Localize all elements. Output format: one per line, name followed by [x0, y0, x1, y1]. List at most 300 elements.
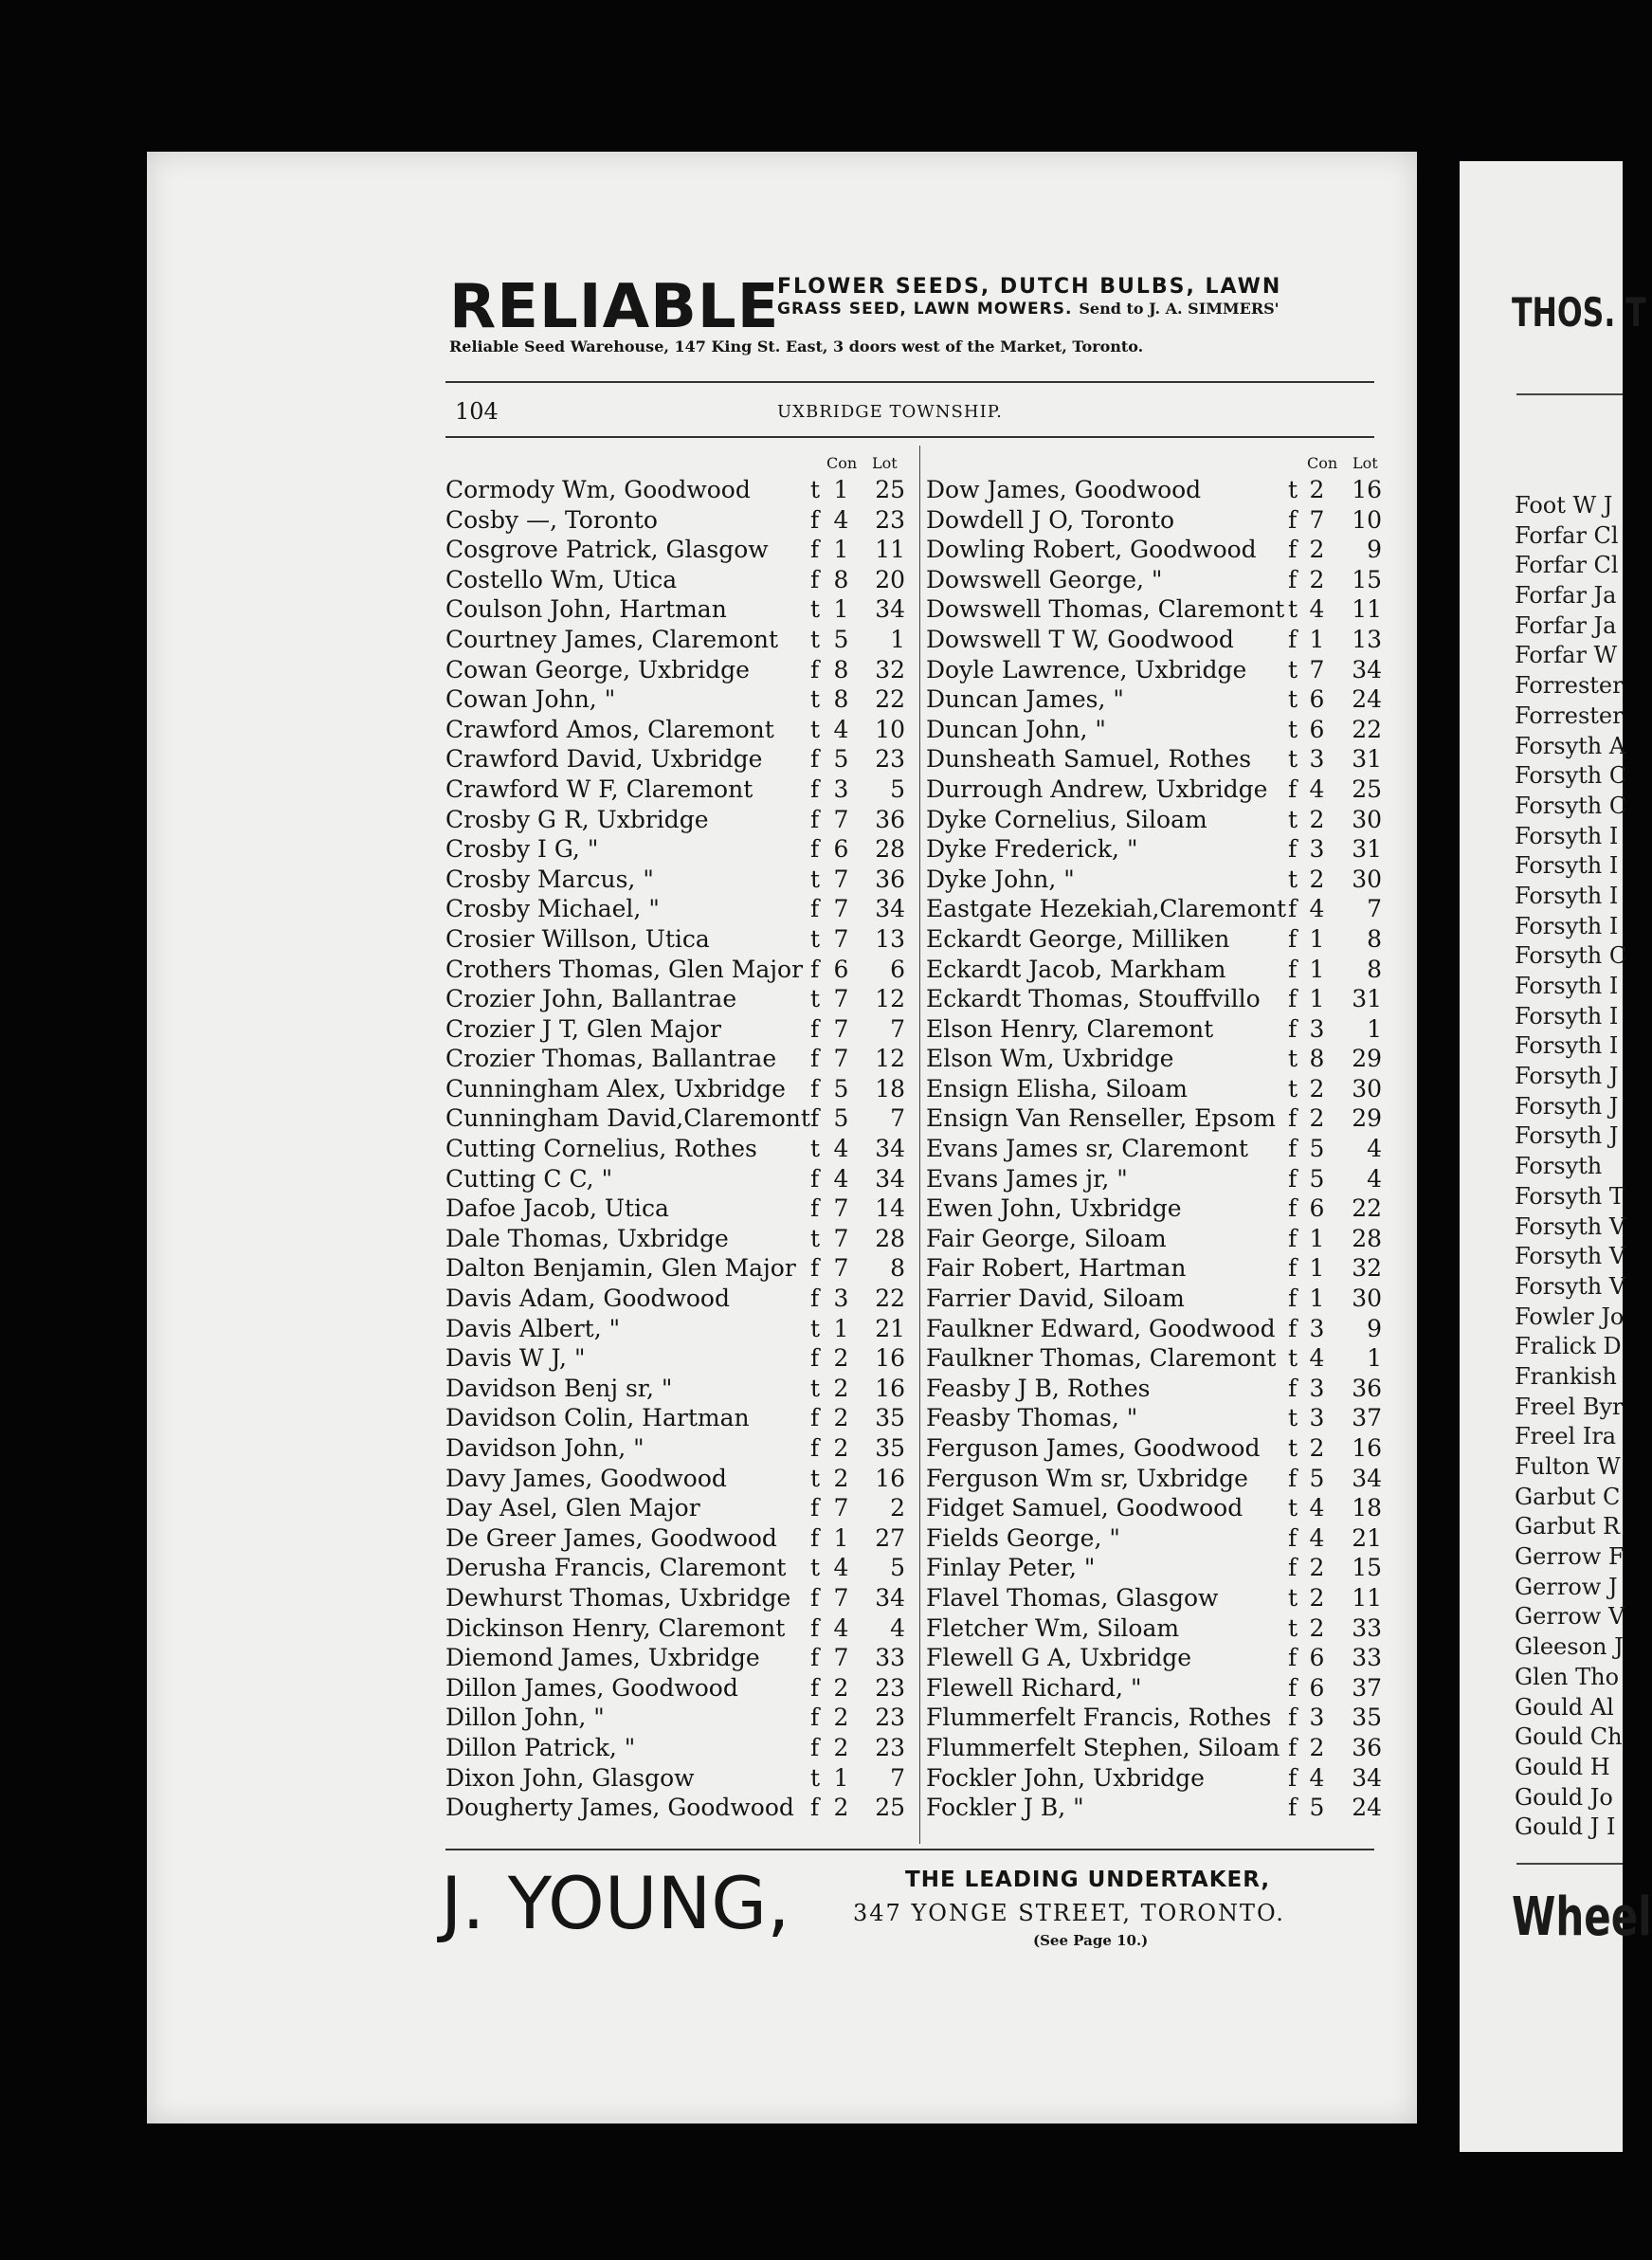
adjacent-entry: Gould J I: [1515, 1813, 1616, 1841]
right-column-header: [926, 450, 1395, 475]
entry-lot: 35: [1352, 1704, 1382, 1732]
directory-entry: [445, 535, 915, 565]
directory-entry: [445, 1224, 915, 1254]
entry-lot: 27: [875, 1523, 905, 1552]
entry-type: f: [1288, 1673, 1298, 1702]
directory-entry: [926, 1433, 1395, 1464]
directory-entry: [926, 955, 1395, 985]
entry-name: Crozier Thomas, Ballantrae: [445, 1045, 777, 1073]
entry-type: f: [810, 1494, 820, 1522]
entry-type: t: [1288, 1613, 1298, 1642]
entry-lot: 30: [1352, 865, 1382, 893]
entry-con: 1: [833, 1763, 849, 1792]
young-advertisement: [441, 1858, 1393, 1962]
entry-type: f: [1288, 1254, 1298, 1283]
entry-name: Derusha Francis, Claremont: [445, 1554, 787, 1582]
adjacent-entry: Forsyth: [1515, 1153, 1603, 1180]
entry-name: Cowan John, ": [445, 685, 616, 714]
entry-lot: 34: [875, 595, 905, 624]
entry-type: f: [1288, 625, 1298, 653]
entry-name: Eckardt George, Milliken: [926, 924, 1230, 953]
entry-name: Ensign Elisha, Siloam: [926, 1074, 1188, 1103]
entry-name: Feasby Thomas, ": [926, 1404, 1138, 1432]
entry-con: 2: [833, 1434, 849, 1462]
directory-entry: [926, 775, 1395, 805]
entry-con: 4: [833, 1164, 849, 1193]
entry-type: t: [1288, 1344, 1298, 1373]
adjacent-entry: Gould H: [1515, 1753, 1610, 1780]
entry-type: f: [1288, 775, 1298, 803]
young-brand: J. YOUNG,: [441, 1861, 790, 1945]
entry-type: t: [1288, 595, 1298, 624]
entry-type: f: [1288, 1104, 1298, 1133]
entry-type: t: [1288, 865, 1298, 893]
entry-name: Dale Thomas, Uxbridge: [445, 1224, 729, 1252]
entry-con: 8: [833, 565, 849, 593]
entry-type: t: [1288, 685, 1298, 714]
entry-name: Crosier Willson, Utica: [445, 924, 710, 953]
entry-name: Crozier John, Ballantrae: [445, 985, 737, 1013]
entry-name: Crawford W F, Claremont: [445, 775, 753, 803]
entry-type: f: [1288, 1164, 1298, 1193]
adjacent-page-title: THOS. T: [1512, 289, 1646, 336]
adjacent-entry: Gerrow F: [1515, 1543, 1625, 1571]
adjacent-entry: Forfar Ja: [1515, 582, 1617, 610]
entry-type: f: [1288, 1554, 1298, 1582]
entry-lot: 10: [1352, 505, 1382, 534]
entry-con: 7: [833, 1224, 849, 1252]
entry-con: 5: [1309, 1794, 1325, 1822]
directory-entry: [445, 1553, 915, 1583]
entry-con: 6: [1309, 715, 1325, 743]
entry-con: 7: [833, 1045, 849, 1073]
directory-entry: [445, 505, 915, 536]
directory-entry: [445, 1673, 915, 1704]
entry-lot: 22: [875, 685, 905, 714]
entry-name: Dyke John, ": [926, 865, 1075, 893]
page-title: UXBRIDGE TOWNSHIP.: [777, 402, 1003, 422]
directory-entry: [926, 744, 1395, 775]
entry-name: Fockler J B, ": [926, 1794, 1084, 1822]
entry-type: f: [1288, 835, 1298, 864]
entry-con: 2: [1309, 476, 1325, 503]
entry-lot: 10: [875, 715, 905, 743]
column-divider: [919, 446, 920, 1844]
entry-name: Flewell Richard, ": [926, 1673, 1142, 1702]
entry-type: t: [810, 1374, 821, 1402]
entry-name: Cormody Wm, Goodwood: [445, 476, 751, 503]
entry-type: f: [1288, 505, 1298, 534]
entry-name: Flewell G A, Uxbridge: [926, 1644, 1192, 1672]
adjacent-entry: Gould Al: [1515, 1693, 1614, 1721]
reliable-brand: RELIABLE: [449, 272, 780, 342]
entry-con: 7: [833, 865, 849, 893]
entry-con: 8: [833, 655, 849, 683]
entry-name: Courtney James, Claremont: [445, 625, 779, 653]
entry-lot: 30: [1352, 1285, 1382, 1313]
entry-name: Diemond James, Uxbridge: [445, 1644, 760, 1672]
entry-name: Fair George, Siloam: [926, 1224, 1167, 1252]
adjacent-entry: Forsyth C: [1515, 792, 1627, 819]
entry-con: 2: [1309, 1583, 1325, 1612]
entry-lot: 34: [875, 1583, 905, 1612]
directory-entry: [445, 1044, 915, 1074]
entry-con: 1: [1309, 924, 1325, 953]
directory-entry: [445, 1493, 915, 1523]
entry-con: 1: [1309, 625, 1325, 653]
entry-name: Cosby —, Toronto: [445, 505, 658, 534]
entry-lot: 5: [890, 1554, 905, 1582]
entry-lot: 12: [875, 985, 905, 1013]
entry-con: 7: [833, 985, 849, 1013]
directory-entry: [926, 1763, 1395, 1794]
entry-name: Flummerfelt Francis, Rothes: [926, 1704, 1272, 1732]
entry-name: Duncan James, ": [926, 685, 1124, 714]
directory-entry: [445, 1253, 915, 1284]
entry-lot: 29: [1352, 1104, 1382, 1133]
entry-con: 5: [833, 1074, 849, 1103]
entry-con: 1: [1309, 955, 1325, 983]
entry-name: Dalton Benjamin, Glen Major: [445, 1254, 796, 1283]
entry-type: f: [1288, 955, 1298, 983]
entry-type: f: [1288, 1464, 1298, 1492]
entry-con: 2: [833, 1733, 849, 1761]
entry-lot: 1: [1367, 1014, 1382, 1043]
ad-subline: Reliable Seed Warehouse, 147 King St. East, 3 doors west of the Market, Toronto.: [449, 337, 1144, 355]
entry-con: 1: [833, 536, 849, 564]
entry-con: 4: [1309, 895, 1325, 923]
entry-name: Dewhurst Thomas, Uxbridge: [445, 1583, 791, 1612]
entry-con: 2: [1309, 536, 1325, 564]
entry-lot: 36: [875, 805, 905, 833]
entry-lot: 34: [875, 1164, 905, 1193]
entry-con: 7: [833, 895, 849, 923]
entry-lot: 23: [875, 745, 905, 774]
directory-entry: [926, 1793, 1395, 1823]
entry-name: Duncan John, ": [926, 715, 1106, 743]
entry-lot: 30: [1352, 805, 1382, 833]
entry-con: 7: [833, 1644, 849, 1672]
entry-lot: 22: [875, 1285, 905, 1313]
entry-name: Day Asel, Glen Major: [445, 1494, 700, 1522]
entry-lot: 16: [875, 1344, 905, 1373]
entry-lot: 32: [875, 655, 905, 683]
entry-con: 6: [833, 955, 849, 983]
entry-type: t: [810, 1464, 821, 1492]
entry-name: Davy James, Goodwood: [445, 1464, 727, 1492]
entry-name: Dillon James, Goodwood: [445, 1673, 738, 1702]
entry-type: t: [1288, 745, 1298, 774]
adjacent-page-list: [1515, 491, 1627, 1843]
directory-entry: [926, 1194, 1395, 1224]
left-column: [445, 450, 915, 1823]
ad-line-2-main: GRASS SEED, LAWN MOWERS.: [777, 300, 1073, 319]
entry-lot: 34: [1352, 655, 1382, 683]
entry-name: Farrier David, Siloam: [926, 1285, 1185, 1313]
entry-name: Crosby Michael, ": [445, 895, 660, 923]
directory-entry: [445, 924, 915, 955]
entry-type: f: [810, 955, 820, 983]
entry-type: f: [1288, 1135, 1298, 1163]
entry-con: 4: [1309, 1523, 1325, 1552]
entry-lot: 35: [875, 1434, 905, 1462]
entry-lot: 12: [875, 1045, 905, 1073]
con-header: Con: [1307, 454, 1338, 472]
directory-entry: [445, 894, 915, 924]
entry-lot: 33: [1352, 1613, 1382, 1642]
entry-lot: 13: [875, 924, 905, 953]
entry-name: Faulkner Thomas, Claremont: [926, 1344, 1277, 1373]
entry-lot: 18: [1352, 1494, 1382, 1522]
entry-name: Cutting Cornelius, Rothes: [445, 1135, 757, 1163]
entry-type: t: [810, 595, 821, 624]
directory-entry: [445, 1343, 915, 1374]
directory-entry: [926, 594, 1395, 625]
ad-line-1: FLOWER SEEDS, DUTCH BULBS, LAWN: [777, 275, 1282, 299]
entry-name: Cutting C C, ": [445, 1164, 613, 1193]
directory-entry: [926, 834, 1395, 865]
entry-type: f: [1288, 1194, 1298, 1223]
entry-lot: 4: [1367, 1135, 1382, 1163]
entry-name: Cosgrove Patrick, Glasgow: [445, 536, 769, 564]
entry-con: 2: [1309, 1434, 1325, 1462]
directory-entry: [445, 565, 915, 595]
entry-con: 3: [1309, 1374, 1325, 1402]
young-line-1: THE LEADING UNDERTAKER,: [905, 1868, 1271, 1892]
directory-entry: [445, 865, 915, 895]
entry-type: f: [810, 1194, 820, 1223]
entry-type: f: [1288, 536, 1298, 564]
entry-con: 2: [1309, 1554, 1325, 1582]
entry-type: f: [810, 1285, 820, 1313]
adjacent-entry: Forsyth A: [1515, 732, 1626, 759]
entry-name: Crosby G R, Uxbridge: [445, 805, 709, 833]
entry-con: 1: [833, 476, 849, 503]
lot-header: Lot: [872, 454, 898, 472]
entry-name: Dunsheath Samuel, Rothes: [926, 745, 1252, 774]
directory-entry: [926, 1733, 1395, 1763]
entry-name: Crosby Marcus, ": [445, 865, 654, 893]
entry-type: f: [1288, 1314, 1298, 1342]
entry-name: Evans James jr, ": [926, 1164, 1128, 1193]
directory-entry: [445, 684, 915, 715]
adjacent-entry: Gleeson J: [1515, 1633, 1624, 1661]
entry-name: Dowswell T W, Goodwood: [926, 625, 1234, 653]
entry-type: t: [810, 1224, 821, 1252]
entry-type: f: [1288, 1763, 1298, 1792]
directory-entry: [926, 1493, 1395, 1523]
entry-lot: 11: [1352, 595, 1382, 624]
adjacent-entry: Garbut C: [1515, 1483, 1621, 1510]
entry-type: f: [810, 565, 820, 593]
entry-con: 7: [833, 1583, 849, 1612]
entry-lot: 36: [1352, 1733, 1382, 1761]
adjacent-entry: Forsyth I: [1515, 852, 1619, 880]
directory-entry: [926, 1224, 1395, 1254]
directory-entry: [445, 1643, 915, 1673]
entry-con: 4: [833, 1554, 849, 1582]
entry-con: 7: [833, 1194, 849, 1223]
entry-name: Cunningham David,Claremont: [445, 1104, 810, 1133]
directory-entry: [926, 1253, 1395, 1284]
entry-lot: 15: [1352, 1554, 1382, 1582]
entry-lot: 31: [1352, 985, 1382, 1013]
entry-type: f: [1288, 565, 1298, 593]
entry-lot: 18: [875, 1074, 905, 1103]
entry-name: Crozier J T, Glen Major: [445, 1014, 721, 1043]
entry-con: 2: [1309, 565, 1325, 593]
entry-type: t: [810, 715, 821, 743]
entry-type: f: [810, 1583, 820, 1612]
left-column-header: [445, 450, 915, 475]
entry-type: t: [810, 1135, 821, 1163]
entry-lot: 4: [890, 1613, 905, 1642]
entry-con: 3: [1309, 1704, 1325, 1732]
entry-lot: 31: [1352, 835, 1382, 864]
entry-lot: 11: [1352, 1583, 1382, 1612]
directory-entry: [926, 924, 1395, 955]
entry-type: f: [810, 835, 820, 864]
entry-con: 1: [1309, 1285, 1325, 1313]
entry-lot: 23: [875, 1673, 905, 1702]
right-column: [926, 450, 1395, 1823]
entry-lot: 36: [875, 865, 905, 893]
entry-con: 7: [1309, 505, 1325, 534]
ad-line-2: [777, 300, 1280, 319]
entry-name: Flummerfelt Stephen, Siloam: [926, 1733, 1280, 1761]
directory-entry: [445, 475, 915, 505]
entry-lot: 35: [875, 1404, 905, 1432]
entry-con: 7: [833, 1254, 849, 1283]
entry-name: Feasby J B, Rothes: [926, 1374, 1151, 1402]
entry-lot: 8: [1367, 924, 1382, 953]
entry-type: t: [810, 1763, 821, 1792]
directory-entry: [445, 655, 915, 685]
entry-name: Ensign Van Renseller, Epsom: [926, 1104, 1277, 1133]
adjacent-entry: Forsyth I: [1515, 1002, 1619, 1030]
entry-con: 2: [1309, 1074, 1325, 1103]
entry-con: 7: [833, 1494, 849, 1522]
entry-con: 2: [1309, 1613, 1325, 1642]
adjacent-entry: Forfar W: [1515, 642, 1618, 669]
entry-lot: 25: [875, 476, 905, 503]
directory-entry: [445, 1374, 915, 1404]
entry-name: Crosby I G, ": [445, 835, 599, 864]
directory-entry: [926, 1464, 1395, 1494]
entry-name: Elson Wm, Uxbridge: [926, 1045, 1174, 1073]
directory-entry: [926, 984, 1395, 1014]
entry-lot: 9: [1367, 536, 1382, 564]
entry-lot: 28: [875, 835, 905, 864]
entry-name: Fields George, ": [926, 1523, 1120, 1552]
entry-name: Durrough Andrew, Uxbridge: [926, 775, 1268, 803]
entry-name: Dillon Patrick, ": [445, 1733, 636, 1761]
adjacent-entry: Forsyth I: [1515, 912, 1619, 939]
entry-type: t: [1288, 1404, 1298, 1432]
entry-lot: 16: [1352, 1434, 1382, 1462]
directory-entry: [445, 1583, 915, 1613]
adjacent-entry: Gould Jo: [1515, 1783, 1613, 1811]
adjacent-entry: Forsyth J: [1515, 1092, 1619, 1120]
entry-con: 6: [833, 835, 849, 864]
entry-con: 1: [1309, 1224, 1325, 1252]
entry-name: Crothers Thomas, Glen Major: [445, 955, 804, 983]
entry-lot: 30: [1352, 1074, 1382, 1103]
adjacent-entry: Forsyth V: [1515, 1272, 1626, 1300]
entry-type: f: [810, 1014, 820, 1043]
entry-lot: 4: [1367, 1164, 1382, 1193]
directory-entry: [926, 1673, 1395, 1704]
entry-name: Ewen John, Uxbridge: [926, 1194, 1182, 1223]
entry-type: t: [810, 1554, 821, 1582]
directory-entry: [445, 1284, 915, 1314]
entry-lot: 7: [890, 1014, 905, 1043]
directory-entry: [926, 1583, 1395, 1613]
entry-type: f: [1288, 1374, 1298, 1402]
entry-con: 2: [833, 1794, 849, 1822]
entry-con: 4: [833, 1613, 849, 1642]
directory-entry: [926, 1703, 1395, 1733]
entry-lot: 22: [1352, 715, 1382, 743]
entry-lot: 33: [1352, 1644, 1382, 1672]
adjacent-entry: Fowler Jo: [1515, 1303, 1625, 1330]
directory-entry: [926, 1553, 1395, 1583]
directory-entry: [926, 475, 1395, 505]
directory-entry: [445, 1703, 915, 1733]
entry-con: 4: [1309, 1344, 1325, 1373]
entry-con: 1: [833, 595, 849, 624]
entry-name: Davidson John, ": [445, 1434, 644, 1462]
reliable-advertisement: [445, 256, 1393, 360]
directory-entry: [445, 805, 915, 835]
entry-lot: 7: [1367, 895, 1382, 923]
entry-lot: 37: [1352, 1404, 1382, 1432]
entry-con: 5: [1309, 1464, 1325, 1492]
adjacent-entry: Freel Byr: [1515, 1393, 1624, 1420]
entry-name: Doyle Lawrence, Uxbridge: [926, 655, 1247, 683]
adjacent-entry: Gould Ch: [1515, 1723, 1623, 1751]
entry-type: t: [1288, 655, 1298, 683]
adjacent-entry: Forsyth V: [1515, 1243, 1626, 1270]
entry-con: 7: [833, 924, 849, 953]
entry-type: f: [810, 1074, 820, 1103]
entry-con: 3: [1309, 835, 1325, 864]
entry-lot: 20: [875, 565, 905, 593]
entry-type: t: [810, 625, 821, 653]
entry-name: Finlay Peter, ": [926, 1554, 1096, 1582]
entry-name: Crawford Amos, Claremont: [445, 715, 774, 743]
entry-name: Cowan George, Uxbridge: [445, 655, 750, 683]
entry-name: Fair Robert, Hartman: [926, 1254, 1187, 1283]
entry-lot: 9: [1367, 1314, 1382, 1342]
entry-type: f: [1288, 895, 1298, 923]
entry-type: t: [1288, 1583, 1298, 1612]
entry-lot: 24: [1352, 685, 1382, 714]
adjacent-entry: Forsyth C: [1515, 762, 1627, 790]
directory-entry: [926, 1074, 1395, 1104]
page-header: [445, 398, 1374, 427]
entry-name: Dow James, Goodwood: [926, 476, 1202, 503]
entry-name: Eckardt Thomas, Stouffvillo: [926, 985, 1261, 1013]
entry-type: f: [810, 1704, 820, 1732]
entry-type: f: [810, 1613, 820, 1642]
directory-entry: [926, 1613, 1395, 1644]
entry-name: Dillon John, ": [445, 1704, 605, 1732]
entry-type: f: [1288, 1733, 1298, 1761]
entry-lot: 31: [1352, 745, 1382, 774]
entry-name: Fockler John, Uxbridge: [926, 1763, 1205, 1792]
entry-con: 2: [1309, 1733, 1325, 1761]
